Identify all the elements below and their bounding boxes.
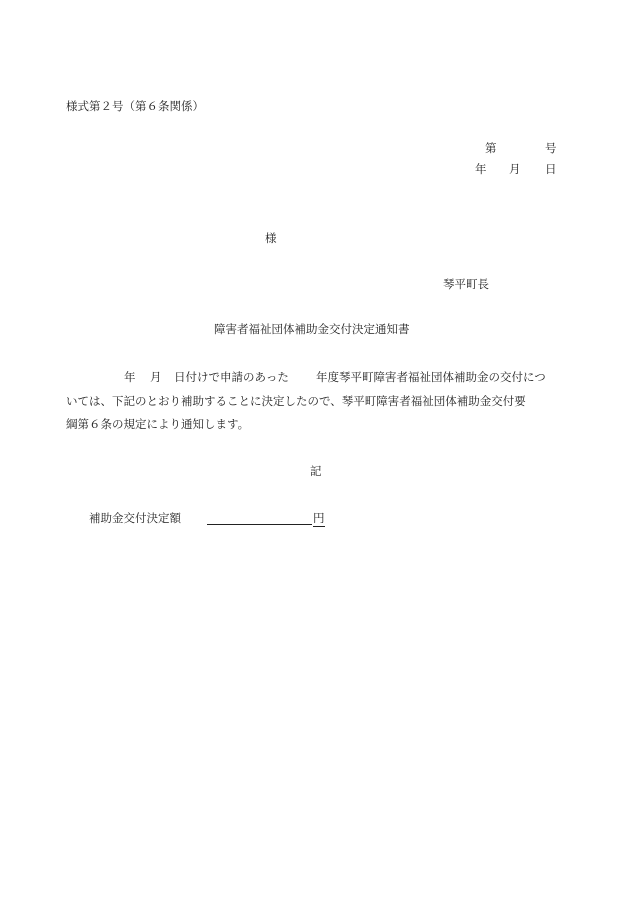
- sender-name: 琴平町長: [443, 277, 489, 291]
- body-year: 年: [124, 370, 136, 384]
- amount-unit: 円: [313, 511, 325, 525]
- amount-blank-line: [207, 524, 312, 525]
- body-text-1-rest: 年度琴平町障害者福祉団体補助金の交付につ: [316, 370, 546, 384]
- date-month: 月: [509, 162, 521, 176]
- body-text-1: 日付けで申請のあった: [174, 370, 289, 384]
- ki-heading: 記: [310, 464, 322, 478]
- body-month: 月: [150, 370, 162, 384]
- doc-number-label: 第: [485, 141, 497, 155]
- doc-number-suffix: 号: [545, 141, 557, 155]
- body-text-3: 綱第６条の規定により通知します。: [66, 417, 250, 431]
- document-title: 障害者福祉団体補助金交付決定通知書: [214, 322, 410, 336]
- date-year: 年: [475, 162, 487, 176]
- amount-label: 補助金交付決定額: [89, 511, 181, 525]
- form-number: 様式第２号（第６条関係）: [66, 99, 204, 113]
- body-text-2: いては、下記のとおり補助することに決定したので、琴平町障害者福祉団体補助金交付要: [66, 394, 526, 408]
- addressee-suffix: 様: [265, 231, 277, 245]
- date-day: 日: [545, 162, 557, 176]
